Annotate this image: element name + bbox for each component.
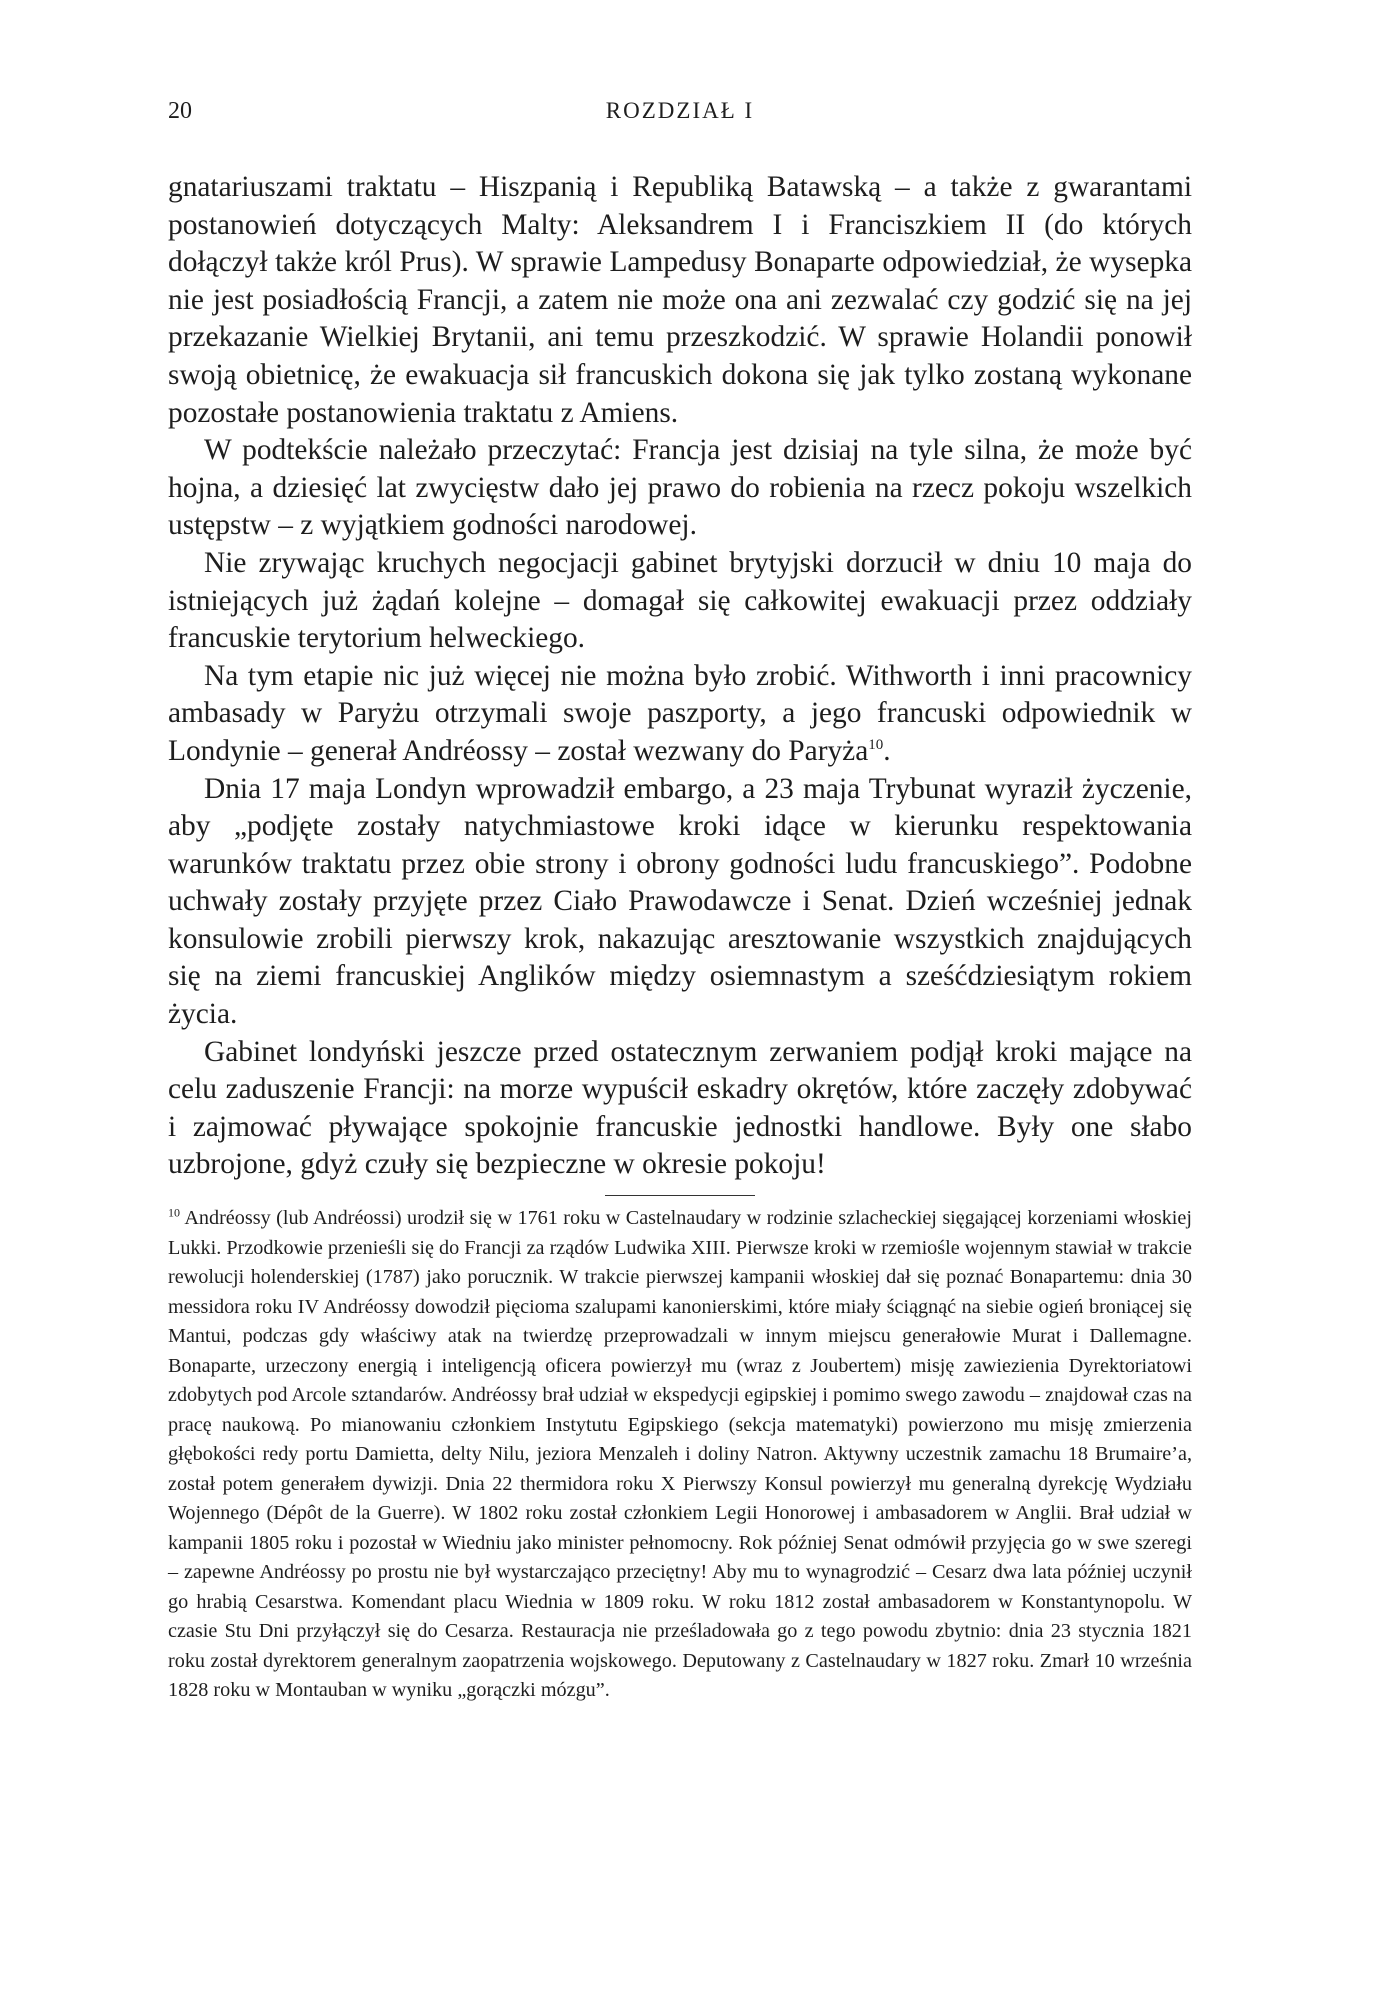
body-text	[168, 169, 1192, 1184]
page-number: 20	[168, 98, 192, 124]
paragraph-4-text: Na tym etapie nic już więcej nie można było zrobić. Withworth i inni pracownicy ambasady w Paryżu otrzymali swoje paszporty, a jego francuski odpowiednik w Londynie – generał Andréossy – został wezwany do Paryża	[168, 659, 1192, 767]
page-header	[168, 96, 1192, 136]
paragraph-2: W podtekście należało przeczytać: Francja jest dzisiaj na tyle silna, że może być hojna, a dziesięć lat zwycięstw dało jej prawo do robienia na rzecz pokoju wszelkich ustępstw – z wyjątkiem godności narodowej.	[168, 434, 1192, 542]
paragraph-4	[168, 658, 1192, 771]
paragraph-4-end: .	[883, 734, 891, 767]
paragraph-6: Gabinet londyński jeszcze przed ostatecznym zerwaniem podjął kroki mające na celu zaduszenie Francji: na morze wypuścił eskadry okrętów, które zaczęły zdobywać i zajmować pływające spokojnie francuskie jednostki handlowe. Były one słabo uzbrojone, gdyż czuły się bezpieczne w okresie pokoju!	[168, 1035, 1192, 1181]
footnote-text: Andréossy (lub Andréossi) urodził się w 1761 roku w Castelnaudary w rodzinie szlacheckiej sięgającej korzeniami włoskiej Lukki. Przodkowie przenieśli się do Francji za rządów Ludwika XIII. Pierwsze kroki w rzemiośle wojennym stawiał w trakcie rewolucji holenderskiej (1787) jako porucznik. W trakcie pierwszej kampanii włoskiej dał się poznać Bonapartemu: dnia 30 messidora roku IV Andréossy dowodził pięcioma szalupami kanonierskimi, które miały ściągnąć na siebie ogień broniącej się Mantui, podczas gdy właściwy atak na twierdzę przeprowadzali w innym miejscu generałowie Murat i Dallemagne. Bonaparte, urzeczony energią i inteligencją oficera powierzył mu (wraz z Joubertem) misję zawiezienia Dyrektoriatowi zdobytych pod Arcole sztandarów. Andréossy brał udział w ekspedycji egipskiej i pomimo swego zawodu – znajdował czas na pracę naukową. Po mianowaniu członkiem Instytutu Egipskiego (sekcja matematyki) powierzono mu misję zmierzenia głębokości redy portu Damietta, delty Nilu, jeziora Menzaleh i doliny Natron. Aktywny uczestnik zamachu 18 Brumaire’a, został potem generałem dywizji. Dnia 22 thermidora roku X Pierwszy Konsul powierzył mu generalną dyrekcję Wydziału Wojennego (Dépôt de la Guerre). W 1802 roku został członkiem Legii Honorowej i ambasadorem w Anglii. Brał udział w kampanii 1805 roku i pozostał w Wiedniu jako minister pełnomocny. Rok później Senat odmówił przyjęcia go w swe szeregi – zapewne Andréossy po prostu nie był wystarczająco przeciętny! Aby mu to wynagrodzić – Cesarz dwa lata później uczynił go hrabią Cesarstwa. Komendant placu Wiednia w 1809 roku. W roku 1812 został ambasadorem w Konstantynopolu. W czasie Stu Dni przyłączył się do Cesarza. Restauracja nie prześladowała go z tego powodu zbytnio: dnia 23 stycznia 1821 roku został dyrektorem generalnym zaopatrzenia wojskowego. Deputowany z Castelnaudary w 1827 roku. Zmarł 10 września 1828 roku w Montauban w wyniku „gorączki mózgu”.	[168, 1207, 1192, 1702]
footnotes	[168, 1204, 1192, 1706]
paragraph-1: gnatariuszami traktatu – Hiszpanią i Republiką Batawską – a także z gwarantami postanowień dotyczących Malty: Aleksandrem I i Franciszkiem II (do których dołączył także król Prus). W sprawie Lampedusy Bonaparte odpowiedział, że wysepka nie jest posiadłością Francji, a zatem nie może ona ani zezwalać czy godzić się na jej przekazanie Wielkiej Brytanii, ani temu przeszkodzić. W sprawie Holandii ponowił swoją obietnicę, że ewakuacja sił francuskich dokona się jak tylko zostaną wykonane pozostałe postanowienia traktatu z Amiens.	[168, 171, 1192, 429]
book-page	[168, 96, 1192, 1706]
paragraph-3: Nie zrywając kruchych negocjacji gabinet brytyjski dorzucił w dniu 10 maja do istniejących już żądań kolejne – domagał się całkowitej ewakuacji przez oddziały francuskie terytorium helweckiego.	[168, 546, 1192, 655]
footnote-number: 10	[168, 1205, 180, 1220]
footnote-divider	[605, 1195, 755, 1196]
running-head: ROZDZIAŁ I	[605, 98, 755, 123]
footnote-10	[168, 1204, 1192, 1706]
footnote-reference: 10	[868, 737, 884, 754]
paragraph-5: Dnia 17 maja Londyn wprowadził embargo, a 23 maja Trybunat wyraził życzenie, aby „podjęte zostały natychmiastowe kroki idące w kierunku respektowania warunków traktatu przez obie strony i obrony godności ludu francuskiego”. Podobne uchwały zostały przyjęte przez Ciało Prawodawcze i Senat. Dzień wcześniej jednak konsulowie zrobili pierwszy krok, nakazując aresztowanie wszystkich znajdujących się na ziemi francuskiej Anglików między osiemnastym a sześćdziesiątym rokiem życia.	[168, 772, 1192, 1031]
